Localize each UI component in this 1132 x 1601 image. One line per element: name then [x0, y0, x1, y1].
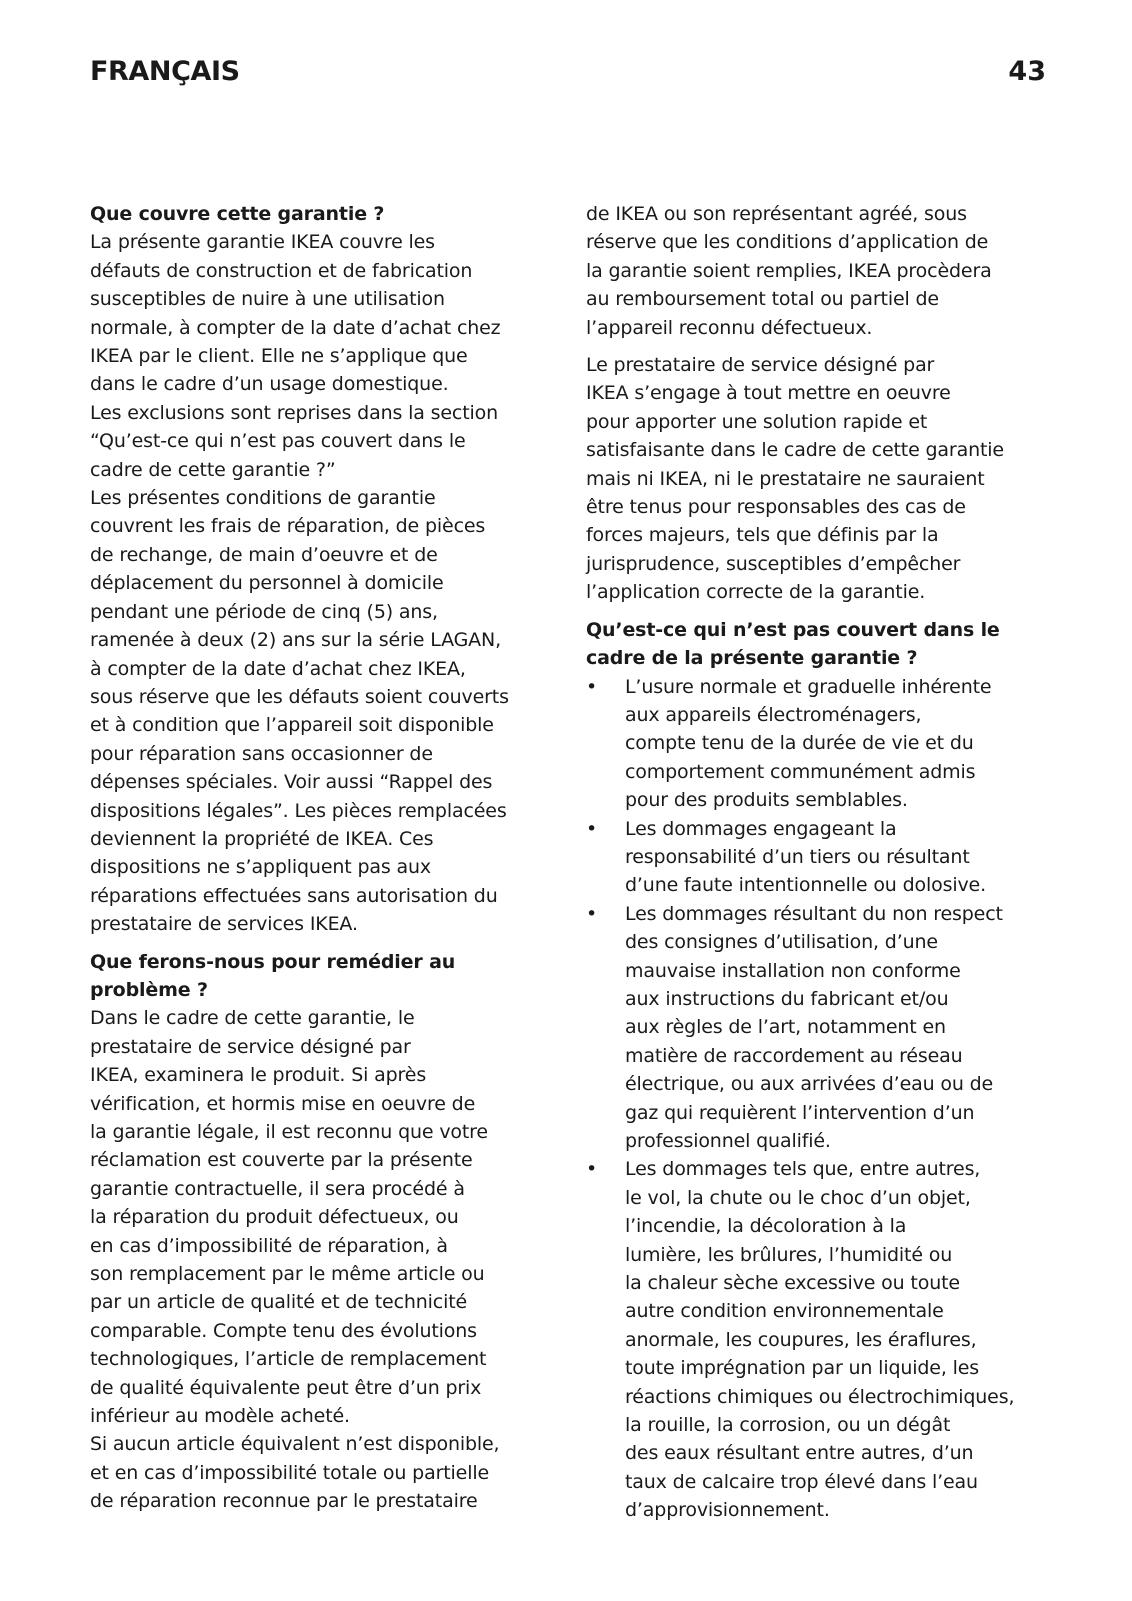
- text-line: déplacement du personnel à domicile: [90, 572, 444, 595]
- text-line: anormale, les coupures, les éraflures,: [625, 1328, 977, 1351]
- text-line: des eaux résultant entre autres, d’un: [625, 1442, 974, 1465]
- text-line: défauts de construction et de fabrication: [90, 259, 473, 282]
- text-line: d’une faute intentionnelle ou dolosive.: [625, 874, 986, 897]
- page-number: 43: [1008, 56, 1046, 87]
- text-line: IKEA par le client. Elle ne s’applique que: [90, 345, 468, 368]
- section-heading: problème ?: [90, 978, 208, 1001]
- text-line: la rouille, la corrosion, ou un dégât: [625, 1414, 951, 1437]
- paragraph: [90, 228, 550, 938]
- section-heading: Que couvre cette garantie ?: [90, 203, 385, 225]
- text-line: Les dommages engageant la: [625, 817, 897, 840]
- bullet-icon: •: [586, 902, 598, 925]
- text-line: et en cas d’impossibilité totale ou partielle: [90, 1461, 490, 1484]
- text-line: de IKEA ou son représentant agréé, sous: [586, 203, 967, 225]
- paragraph: [90, 1004, 550, 1515]
- text-line: IKEA, examinera le produit. Si après: [90, 1064, 427, 1087]
- text-line: réserve que les conditions d’application de: [586, 231, 989, 254]
- paragraph: [586, 200, 1046, 342]
- bullet-icon: •: [586, 817, 598, 840]
- text-line: cadre de cette garantie ?”: [90, 458, 336, 481]
- text-line: vérification, et hormis mise en oeuvre de: [90, 1092, 476, 1115]
- text-line: mauvaise installation non conforme: [625, 959, 961, 982]
- text-line: lumière, les brûlures, l’humidité ou: [625, 1243, 953, 1266]
- text-line: électrique, ou aux arrivées d’eau ou de: [625, 1073, 994, 1096]
- text-line: de rechange, de main d’oeuvre et de: [90, 543, 438, 566]
- text-line: Le prestataire de service désigné par: [586, 354, 935, 377]
- text-line: Si aucun article équivalent n’est disponible,: [90, 1433, 500, 1456]
- list-item: [586, 1155, 1046, 1524]
- text-line: dépenses spéciales. Voir aussi “Rappel des: [90, 771, 493, 794]
- text-line: Dans le cadre de cette garantie, le: [90, 1007, 415, 1030]
- text-line: la garantie légale, il est reconnu que votre: [90, 1121, 488, 1143]
- text-line: l’incendie, la décoloration à la: [625, 1215, 907, 1238]
- text-line: autre condition environnementale: [625, 1300, 944, 1323]
- text-line: Les exclusions sont reprises dans la section: [90, 401, 498, 424]
- text-line: la chaleur sèche excessive ou toute: [625, 1272, 960, 1295]
- text-line: pour apporter une solution rapide et: [586, 410, 928, 433]
- list-item: [586, 815, 1046, 900]
- text-line: pour réparation sans occasionner de: [90, 742, 433, 765]
- text-line: taux de calcaire trop élevé dans l’eau: [625, 1470, 978, 1493]
- text-line: aux règles de l’art, notamment en: [625, 1016, 946, 1039]
- text-line: à compter de la date d’achat chez IKEA,: [90, 657, 466, 680]
- left-column: [90, 200, 550, 1516]
- bullet-icon: •: [586, 1158, 598, 1181]
- text-line: matière de raccordement au réseau: [625, 1044, 963, 1067]
- list-item: [586, 900, 1046, 1156]
- text-line: réactions chimiques ou électrochimiques,: [625, 1385, 1015, 1408]
- text-line: sous réserve que les défauts soient couverts: [90, 685, 509, 708]
- text-line: aux appareils électroménagers,: [625, 703, 922, 726]
- text-line: ramenée à deux (2) ans sur la série LAGAN,: [90, 629, 501, 652]
- text-line: professionnel qualifié.: [625, 1130, 831, 1152]
- text-line: le vol, la chute ou le choc d’un objet,: [625, 1186, 971, 1209]
- text-line: inférieur au modèle acheté.: [90, 1405, 350, 1428]
- text-line: prestataire de services IKEA.: [90, 913, 358, 936]
- text-line: dispositions légales”. Les pièces remplacées: [90, 799, 507, 822]
- text-line: d’approvisionnement.: [625, 1499, 830, 1522]
- text-line: IKEA s’engage à tout mettre en oeuvre: [586, 382, 951, 405]
- text-line: pendant une période de cinq (5) ans,: [90, 600, 438, 623]
- text-line: garantie contractuelle, il sera procédé à: [90, 1177, 465, 1200]
- text-line: mais ni IKEA, ni le prestataire ne sauraient: [586, 467, 985, 490]
- text-line: Les présentes conditions de garantie: [90, 487, 436, 510]
- text-line: Les dommages résultant du non respect: [625, 902, 1003, 925]
- bullet-icon: •: [586, 675, 598, 698]
- text-line: pour des produits semblables.: [625, 789, 908, 812]
- text-line: Les dommages tels que, entre autres,: [625, 1158, 981, 1181]
- page-header: [90, 56, 1046, 96]
- text-line: satisfaisante dans le cadre de cette garantie: [586, 439, 1004, 462]
- text-line: gaz qui requièrent l’intervention d’un: [625, 1101, 975, 1124]
- text-line: dispositions ne s’appliquent pas aux: [90, 856, 431, 879]
- section-heading: Qu’est-ce qui n’est pas couvert dans le: [586, 618, 1000, 641]
- text-line: son remplacement par le même article ou: [90, 1263, 485, 1286]
- right-column: [586, 200, 1046, 1525]
- list-item: [586, 673, 1046, 815]
- text-line: être tenus pour responsables des cas de: [586, 496, 966, 519]
- text-line: au remboursement total ou partiel de: [586, 288, 939, 311]
- text-line: compte tenu de la durée de vie et du: [625, 732, 974, 755]
- text-line: comportement communément admis: [625, 760, 976, 783]
- text-line: en cas d’impossibilité de réparation, à: [90, 1234, 448, 1257]
- text-line: de qualité équivalente peut être d’un prix: [90, 1376, 482, 1399]
- text-line: La présente garantie IKEA couvre les: [90, 231, 435, 254]
- text-line: comparable. Compte tenu des évolutions: [90, 1319, 477, 1342]
- text-line: susceptibles de nuire à une utilisation: [90, 288, 445, 311]
- section-heading: Que ferons-nous pour remédier au: [90, 950, 456, 973]
- text-line: normale, à compter de la date d’achat chez: [90, 316, 501, 339]
- text-line: l’application correcte de la garantie.: [586, 581, 926, 604]
- text-line: jurisprudence, susceptibles d’empêcher: [586, 552, 961, 575]
- text-line: L’usure normale et graduelle inhérente: [625, 675, 992, 698]
- text-line: prestataire de service désigné par: [90, 1035, 411, 1058]
- text-line: réparations effectuées sans autorisation du: [90, 884, 498, 907]
- text-line: de réparation reconnue par le prestataire: [90, 1490, 478, 1513]
- text-line: et à condition que l’appareil soit disponible: [90, 714, 494, 737]
- text-line: dans le cadre d’un usage domestique.: [90, 373, 449, 396]
- text-line: “Qu’est-ce qui n’est pas couvert dans le: [90, 430, 466, 453]
- text-line: responsabilité d’un tiers ou résultant: [625, 845, 970, 868]
- paragraph: [586, 351, 1046, 607]
- text-line: des consignes d’utilisation, d’une: [625, 931, 938, 954]
- text-line: deviennent la propriété de IKEA. Ces: [90, 827, 434, 850]
- text-line: aux instructions du fabricant et/ou: [625, 987, 949, 1010]
- text-line: par un article de qualité et de technicité: [90, 1291, 468, 1314]
- text-line: la garantie soient remplies, IKEA procèdera: [586, 259, 992, 282]
- text-line: la réparation du produit défectueux, ou: [90, 1206, 459, 1229]
- section-title: FRANÇAIS: [90, 56, 240, 87]
- section-heading: cadre de la présente garantie ?: [586, 647, 918, 670]
- text-line: toute imprégnation par un liquide, les: [625, 1357, 980, 1380]
- text-line: l’appareil reconnu défectueux.: [586, 316, 873, 339]
- text-line: réclamation est couverte par la présente: [90, 1149, 473, 1172]
- text-line: forces majeurs, tels que définis par la: [586, 524, 939, 547]
- text-line: couvrent les frais de réparation, de pièces: [90, 515, 486, 538]
- text-line: technologiques, l’article de remplacement: [90, 1348, 487, 1371]
